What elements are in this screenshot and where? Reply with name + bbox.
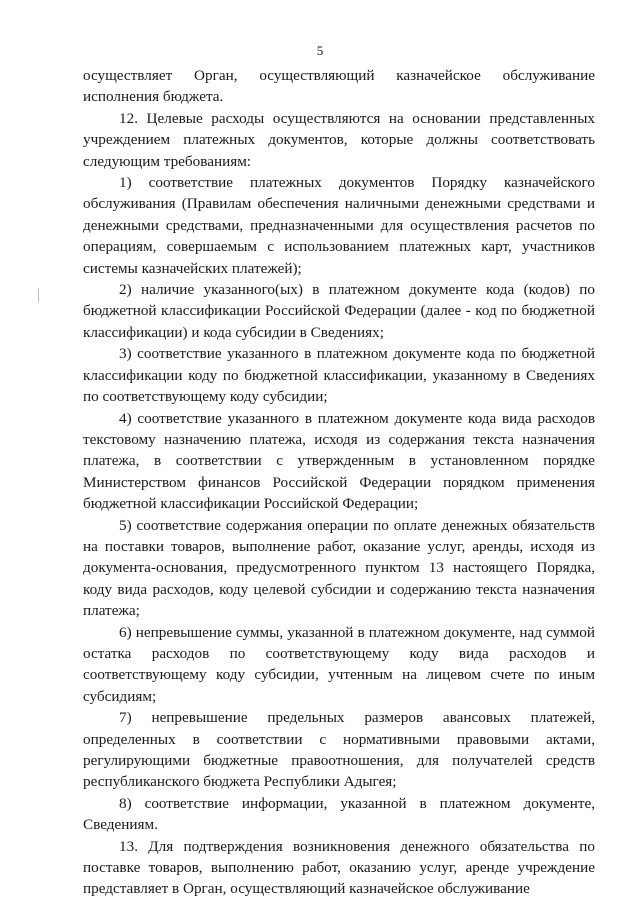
document-body (83, 65, 595, 900)
list-item-12-7: 7) непревышение предельных размеров авансовых платежей, определенных в соответствии с нормативными правовыми актами, регулирующими бюджетные правоотношения, для получателей средств республиканского бюджета Республики Адыгея; (83, 709, 595, 791)
page-number: 5 (316, 43, 324, 58)
list-item-12-3: 3) соответствие указанного в платежном документе кода по бюджетной классификации коду по бюджетной классификации, указанному в Сведениях по соответствующему коду субсидии; (83, 345, 595, 406)
list-item-12-4: 4) соответствие указанного в платежном документе кода вида расходов текстовому назначению платежа, исходя из содержания текста назначения платежа, в соответствии с утвержденным в установленном порядке Министерством финансов Российской Федерации порядком применения бюджетной классификации Российской Федерации; (83, 409, 595, 513)
margin-mark (38, 288, 39, 302)
list-item-12-5: 5) соответствие содержания операции по оплате денежных обязательств на поставки товаров, выполнение работ, оказание услуг, аренды, исходя из документа-основания, предусмотренного пунктом 13 настоящего Порядка, коду вида расходов, коду целевой субсидии и содержанию текста назначения платежа; (83, 516, 595, 620)
list-item-12-6: 6) непревышение суммы, указанной в платежном документе, над суммой остатка расходов по соответствующему коду вида расходов и соответствующему коду субсидии, учтенным на лицевом счете по иным субсидиям; (83, 623, 595, 705)
list-item-12-1: 1) соответствие платежных документов Порядку казначейского обслуживания (Правилам обеспечения наличными денежными средствами и денежными средствами, предназначенными для осуществления расчетов по операциям, совершаемым с использованием платежных карт, участников системы казначейских платежей); (83, 174, 595, 277)
paragraph-continuation: осуществляет Орган, осуществляющий казначейское обслуживание исполнения бюджета. (83, 67, 595, 106)
paragraph-13: 13. Для подтверждения возникновения денежного обязательства по поставке товаров, выполнению работ, оказанию услуг, аренде учреждение представляет в Орган, осуществляющий казначейское обслуживание (83, 837, 595, 898)
list-item-12-2: 2) наличие указанного(ых) в платежном документе кода (кодов) по бюджетной классификации Российской Федерации (далее - код по бюджетной классификации) и кода субсидии в Сведениях; (83, 281, 595, 341)
list-item-12-8: 8) соответствие информации, указанной в платежном документе, Сведениям. (83, 794, 595, 834)
paragraph-12: 12. Целевые расходы осуществляются на основании представленных учреждением платежных документов, которые должны соответствовать следующим требованиям: (83, 109, 595, 170)
